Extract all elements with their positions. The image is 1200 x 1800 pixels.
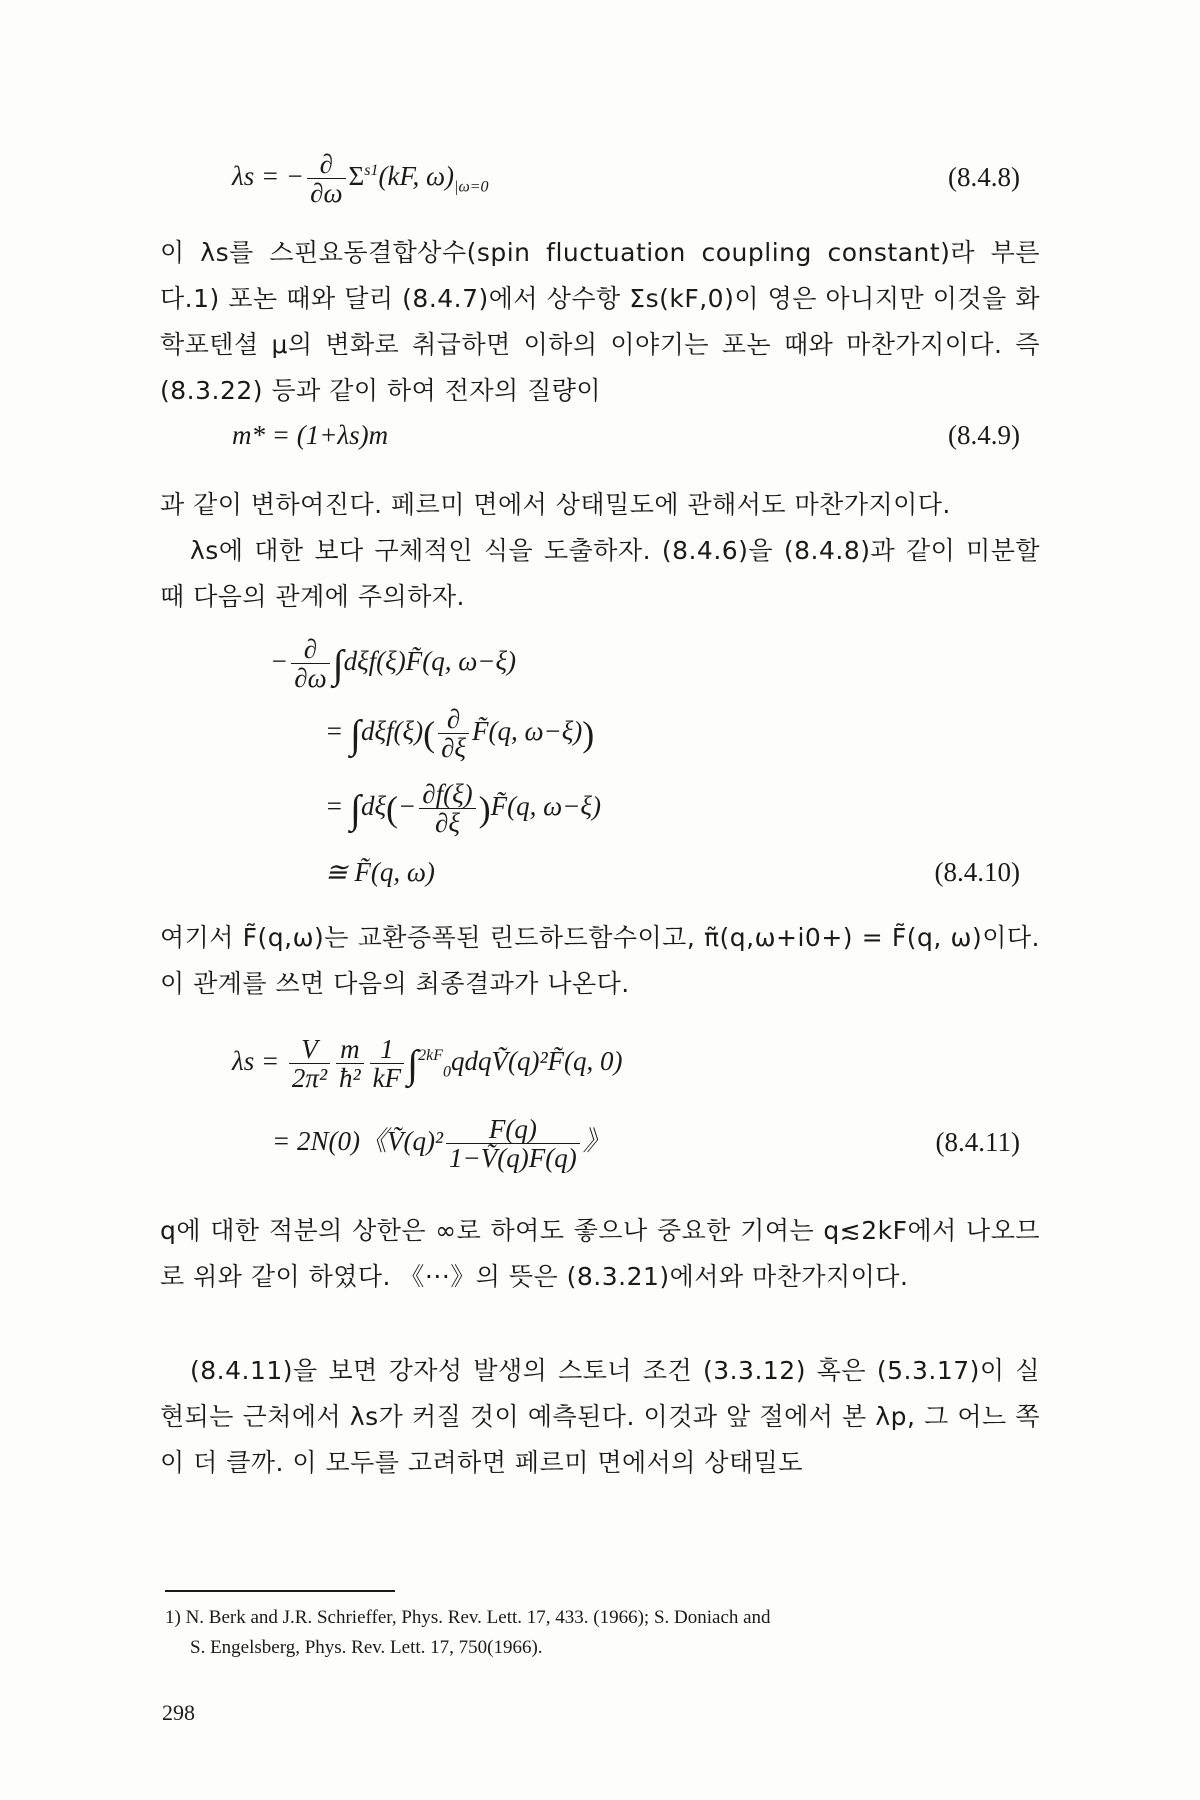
- equation-number: (8.4.11): [935, 1127, 1020, 1157]
- equation-8-4-8: λs = − $\frac{\partial}{\partial\omega}$ $\Sigma^{s1}(kF$, $\omega)_{|\omega=0}$ (8.4.8): [232, 149, 1020, 209]
- equation-number: (8.4.8): [948, 162, 1020, 192]
- equation-line: = ∫dξ(− $\frac{\partial f(\xi)}{\partial\xi}$ )F̃(q, ω−ξ): [325, 779, 601, 839]
- equation-line: = 2N(0)《Ṽ(q)² $\frac{F(q)}{\text{1−Ṽ(q)F(q)}}$ 》: [272, 1114, 610, 1174]
- paragraph-2: 과 같이 변하여진다. 페르미 면에서 상태밀도에 관해서도 마찬가지이다.: [160, 490, 951, 519]
- page-number: 298: [162, 1700, 195, 1725]
- paragraph-4: 여기서 F̃(q,ω)는 교환증폭된 린드하드함수이고, π̃(q,ω+i0+) = F̃(q, ω)이다. 이 관계를 쓰면 다음의 최종결과가 나온다.: [160, 923, 1040, 998]
- equation-line: ≅ F̃(q, ω): [325, 857, 435, 887]
- footnote-line-1: 1) N. Berk and J.R. Schrieffer, Phys. Rev. Lett. 17, 433. (1966); S. Doniach and: [165, 1607, 771, 1628]
- paragraph-3: λs에 대한 보다 구체적인 식을 도출하자. (8.4.6)을 (8.4.8)과 같이 미분할 때 다음의 관계에 주의하자.: [160, 536, 1040, 611]
- footnote-line-2: S. Engelsberg, Phys. Rev. Lett. 17, 750(1966).: [190, 1637, 543, 1658]
- paragraph-6: (8.4.11)을 보면 강자성 발생의 스토너 조건 (3.3.12) 혹은 (5.3.17)이 실현되는 근처에서 λs가 커질 것이 예측된다. 이것과 앞 절에서 본 λp, 그 어느 쪽이 더 클까. 이 모두를 고려하면 페르미 면에서의 상태밀도: [160, 1356, 1040, 1477]
- equation-8-4-11: [160, 1035, 1020, 1185]
- equation-8-4-10: [160, 635, 1020, 895]
- paragraph-1: 이 λs를 스핀요동결합상수(spin fluctuation coupling constant)라 부른다.1) 포논 때와 달리 (8.4.7)에서 상수항 Σs(kF,0)이 영은 아니지만 이것을 화학포텐셜 μ의 변화로 취급하면 이하의 이야기는 포논 때와 마찬가지이다. 즉 (8.3.22) 등과 같이 하여 전자의 질량이: [160, 238, 1040, 405]
- equation-line: = ∫dξf(ξ)( $\frac{\partial}{\partial\xi}$ F̃(q, ω−ξ)): [325, 704, 595, 764]
- equation-number: (8.4.9): [948, 420, 1020, 450]
- equation-8-4-9: m* = (1+λs)m (8.4.9): [232, 420, 1020, 450]
- equation-number: (8.4.10): [934, 857, 1020, 887]
- paragraph-5: q에 대한 적분의 상한은 ∞로 하여도 좋으나 중요한 기여는 q≲2kF에서 나오므로 위와 같이 하였다. 《···》의 뜻은 (8.3.21)에서와 마찬가지이다.: [160, 1216, 1040, 1291]
- equation-line: − $\frac{\partial}{\partial\omega}$ ∫dξf(ξ)F̃(q, ω−ξ): [270, 634, 517, 694]
- footnote-rule: [165, 1590, 395, 1592]
- equation-line: λs = $\frac{V}{\text{2π²}}$ $\frac{m}{\text{ħ²}}$ $\frac{1}{kF}$ ∫$^{2kF}_0$qdqṼ(q)²F̃(q, 0): [232, 1034, 623, 1094]
